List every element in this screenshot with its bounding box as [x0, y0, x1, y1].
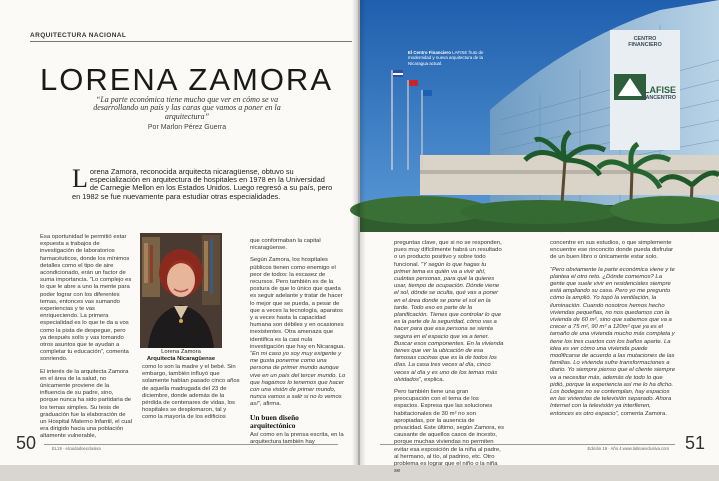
quote-attribution: comenta Zamora. — [619, 410, 667, 417]
building-illustration — [360, 0, 719, 232]
body-paragraph — [250, 257, 346, 408]
body-text: Según Zamora, los hospitales públicos tienen como enemigo el peor de todos: la escasez de recursos. Pero también es de la postura de que lo único que queda es seguir adelante y tratar de hacer lo mejor que se pueda, a pesar de que a veces la tecnología, aparatos y a veces hasta la capacidad humana son débiles y en ocasiones inexistentes. Otra amenaza que identifica es la casi nula investigación que hay en Nicaragua. — [250, 257, 345, 350]
intro-text: orena Zamora, reconocida arquitecta nicaragüense, obtuvo su especialización en arquitectura de hospitales en 1978 en la Universidad de Carnegie Mellon en los Estados Unidos. Luego regresó a su país, pero en 1982 se fue nuevamente para estudiar otras especialidades. — [72, 167, 333, 201]
sign-line: CENTRO — [633, 36, 657, 42]
body-paragraph: Esa oportunidad le permitió estar expuesta a trabajos de investigación de laboratorios farmacéuticos, donde los mínimos detalles como el tipo de aire acondicionado, erán un factor de suma importancia. “Lo complejo es lo que le abre a uno la mente para poder lograr con los diferentes temas, entonces vas sumando experiencias y te vas enriqueciendo. La primera especialidad es lo que te da a vos como la pista de despegue, pero ya después solís y vas tomando otros asuntos que te ayudan a completar tu educación”, comenta sonriendo. — [40, 234, 132, 363]
page-number: 51 — [684, 433, 705, 453]
drop-cap: L — [72, 164, 88, 193]
footer-text: Edición 19 · Año 4 www.latinaexclusiva.com — [587, 446, 669, 451]
inline-quote: “En mi caso yo soy muy exigente y me gusta ponerme como una persona de primer mundo aunque vive en un país del tercer mundo. Lo que hagamos lo tenemos que hacer con una visión de primer mundo, nunca vamos a salir si no lo vemos así”, — [250, 351, 346, 408]
photo-caption — [408, 50, 503, 66]
quote-attribution: afirma. — [261, 401, 282, 408]
body-paragraph: que conformaban la capital nicaragüense. — [250, 238, 321, 252]
caption-text: LAFISE fruto de modernidad y nueva arquitectura de la Nicaragua actual. — [408, 50, 484, 66]
body-paragraph: El interés de la arquitecta Zamora en el área de la salud, no únicamente proviene de la influencia de su padre, sino, porque nunca ha sido partidaria de los temas simples. Su tesis de graduación fue la elaboración de un Hospital Materno Infantil, el cual era dirigido hacia una población altamente vulnerable, — [40, 368, 133, 440]
intro-paragraph — [72, 164, 334, 201]
footer-divider — [380, 444, 675, 445]
right-page — [360, 0, 719, 475]
body-column-2 — [142, 364, 240, 427]
body-paragraph — [550, 267, 676, 418]
body-text: preguntas clave, que si no se responden, pues muy difícilmente habrá un resultado o un producto positivo y sobre todo funcional. — [394, 240, 502, 268]
portrait-illustration — [140, 233, 222, 348]
body-column-1 — [40, 234, 132, 446]
pull-quote: “La parte económica tiene mucho que ver en cómo se va desarrollando un país y las caras que vamos a poner en la arquitectura” — [93, 95, 281, 121]
page-number: 50 — [16, 433, 37, 453]
article-title: LORENA ZAMORA — [40, 62, 333, 97]
body-paragraph — [394, 240, 504, 384]
body-column-5 — [550, 240, 676, 423]
section-label: ARQUITECTURA NACIONAL — [30, 32, 127, 39]
body-paragraph: Pero también tiene una gran preocupación con el tema de los espacios. Expresa que las soluciones habitacionales de 30 m² no son apropiadas, por la ausencia de privacidad. Este último, según Zamora, es causante de aquellos casos de incesto, porque muchas viviendas no permiten evitar esa exposición de la niña al padre, al hermano, al tío, al padrino, etc. Otro problema es lograr que el niño o la niña se — [394, 389, 505, 475]
sign-line: FINANCIERO — [628, 42, 662, 49]
byline: Por Marlon Pérez Guerra — [147, 124, 227, 131]
body-column-3 — [250, 238, 346, 451]
sign-line: BANCENTRO — [641, 94, 676, 101]
section-divider — [30, 41, 352, 42]
sign-line: LAFISE — [643, 84, 676, 95]
left-page — [0, 0, 358, 465]
body-paragraph: concentre en sus estudios, o que simplemente encuentre ese rinconcito donde pueda disfrutar de un buen libro o únicamente estar solo. — [550, 240, 674, 261]
body-paragraph: como lo son la madre y el bebé. Sin embargo, también influyó que solamente habían pasado cinco años de aquella madrugada del 23 de diciembre, donde además de la pérdida de centenares de vidas, los hospitales se desplomaron, tal y como la mayoría de los edificios — [142, 364, 240, 421]
photo-caption — [140, 349, 222, 362]
caption-title: Arquitecta Nicaragüense — [146, 355, 216, 362]
inline-quote: “Y según lo que hagas tu primer tema es quién va a vivir ahí, cuántas personas, para qué la quieres usar, tiempo de ocupación. Dónde viene el sol, dónde se oculta, qué vas a poner en el área donde se pone el sol en la tarde. Todo eso es parte de la planificación. Tienes que controlar lo que es la parte de la seguridad, cómo vas a hacer para que esa persona se sienta segura en el espacio que va a tener. Buscar esos componentes. En la vivienda tienes que ver la ubicación de esa famosas cocinas que es la de todos los días. La casa tres veces al día, cinco veces al día y es uno de los temas más olvidados”, — [394, 261, 504, 383]
footer-text: EL19 · elcuidadoexclusiva — [52, 446, 101, 451]
portrait-photo — [140, 233, 222, 348]
quote-attribution: explica. — [422, 376, 445, 383]
caption-name: Lorena Zamora — [161, 349, 201, 355]
caption-lead: El Centro Financiero — [408, 50, 451, 55]
footer-divider — [44, 444, 338, 445]
spine-shadow — [352, 0, 366, 465]
subheading: Un buen diseño arquitectónico — [250, 412, 299, 430]
building-photo — [360, 0, 719, 232]
body-paragraph: Así como en la prensa escrita, en la arquitectura también hay — [250, 431, 344, 445]
building-sign — [614, 36, 676, 101]
inline-quote: “Pero obviamente la parte económica viene y te plantea el otro reto. ¿Dónde comemos? La gente que suele vivir en residenciales siempre está ampliando su casa. Pero yo me pregunto cómo la amplió. Yo topó la ventilación, la iluminación. Cuando nosotros hemos hecho viviendas pequeñas, no nos quedamos con la vivienda de 60 m², sino que sabemos que va a crecer a 75 m², 90 m² a 120m² que ya es el tamaño de una vivienda mucho más completa y tiene los tres cuartos con los baños aparte. La idea es ver cómo una vivienda puede modificarse de acuerdo a las mutaciones de las familias. Lo vivienda sufre transformaciones a diario. Yo siempre pienso que el cliente siempre va a necesitar más, además de todo lo que pidió, porque la experiencia así me lo ha dicho. Los bodegas no se contemplan, hay espacios en las viviendas de televisión separado. Ahora Internet con la televisión ya interfieren, entonces es otro espacio”, — [550, 266, 675, 417]
